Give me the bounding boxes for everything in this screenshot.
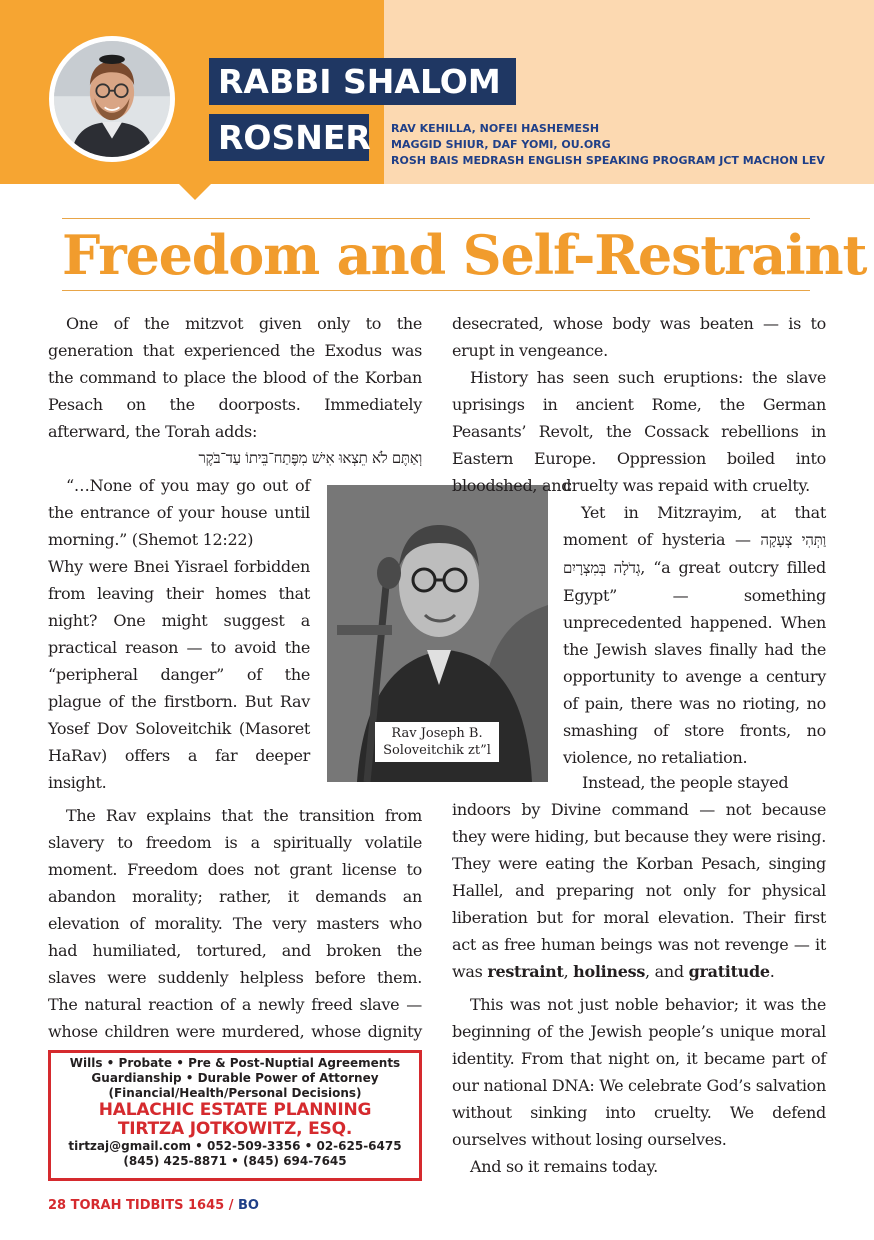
paragraph: The Rav explains that the transition from slavery to freedom is a spiritually volatile moment. Freedom does not grant license to abandon morality; rather, it demands an elevation of morality. The very masters who had humiliated, tortured, and broken the slaves were suddenly helpless before them. The natural reaction of a newly freed slave — whose children were murdered, whose dignity bbox=[48, 806, 422, 1041]
separator: . bbox=[769, 962, 775, 981]
author-avatar bbox=[49, 36, 175, 162]
paragraph-tail: cruelty was repaid with cruelty. bbox=[563, 476, 810, 495]
author-portrait-image bbox=[54, 41, 170, 157]
title-rule-bottom bbox=[62, 290, 810, 291]
ad-contact-line2: (845) 425-8871 • (845) 694-7645 bbox=[123, 1154, 347, 1168]
hebrew-verse: וְאַתֶּם לֹא תֵצְאוּ אִישׁ מִפֶּתַח־בֵּיתוֹ עַד־בֹּקֶר bbox=[198, 449, 422, 467]
header-pointer bbox=[178, 183, 212, 200]
advertisement-box bbox=[48, 1050, 422, 1181]
ad-services-line2: Guardianship • Durable Power of Attorney bbox=[91, 1071, 379, 1085]
paragraph-rest: , “a great outcry filled Egypt” — something unprecedented happened. When the Jewish slaves finally had the opportunity to avenge a century of pain, there was no rioting, no smashing of store fronts, no violence, no retaliation. bbox=[563, 558, 826, 767]
parsha-name: BO bbox=[238, 1198, 259, 1213]
paragraph-body: indoors by Divine command — not because they were hiding, but because they were rising. They were eating the Korban Pesach, singing Hallel, and preparing not only for physical liberation but for moral elevation. Their first act as free human beings was not revenge — it was bbox=[452, 800, 826, 981]
verse-translation: “…None of you may go out of the entrance of your house until morning.” (Shemot 12:22) bbox=[48, 476, 310, 549]
ad-attorney-name: TIRTZA JOTKOWITZ, ESQ. bbox=[117, 1119, 353, 1139]
paragraph bbox=[452, 796, 826, 985]
paragraph: One of the mitzvot given only to the generation that experienced the Exodus was the command to place the blood of the Korban Pesach on the doorposts. Immediately afterward, the Torah adds: bbox=[48, 314, 422, 441]
emphasis-holiness: holiness bbox=[573, 962, 646, 981]
paragraph-lead: Instead, the people stayed bbox=[582, 773, 789, 792]
paragraph: Why were Bnei Yisrael forbidden from leaving their homes that night? One might suggest a practical reason — to avoid the “peripheral danger” of the plague of the firstborn. But Rav Yosef Dov Soloveitchik (Masoret HaRav) offers a far deeper insight. bbox=[48, 557, 310, 792]
right-column-bottom bbox=[452, 769, 826, 1180]
photo-caption-line1: Rav Joseph B. bbox=[391, 726, 483, 741]
author-title: RAV KEHILLA, NOFEI HASHEMESH bbox=[391, 122, 600, 135]
right-column-wrapped bbox=[563, 472, 826, 771]
page-number-info: 28 TORAH TIDBITS 1645 / bbox=[48, 1198, 234, 1213]
emphasis-gratitude: gratitude bbox=[688, 962, 770, 981]
photo-caption bbox=[375, 722, 499, 762]
paragraph: History has seen such eruptions: the slave uprisings in ancient Rome, the German Peasants’ Revolt, the Cossack rebellions in Eastern Europe. Oppression boiled into bloodshed, and bbox=[452, 368, 826, 495]
ad-headline: HALACHIC ESTATE PLANNING bbox=[98, 1100, 372, 1120]
emphasis-restraint: restraint bbox=[487, 962, 564, 981]
ad-services-line1: Wills • Probate • Pre & Post-Nuptial Agreements bbox=[69, 1056, 401, 1070]
paragraph-start: Yet in Mitzrayim, at that moment of hysteria — bbox=[563, 503, 826, 549]
separator: , and bbox=[645, 962, 684, 981]
author-name-line1: RABBI SHALOM bbox=[209, 58, 516, 105]
separator: , bbox=[563, 962, 569, 981]
author-title: MAGGID SHIUR, DAF YOMI, OU.ORG bbox=[391, 138, 611, 151]
ad-contact-line1: tirtzaj@gmail.com • 052-509-3356 • 02-625-6475 bbox=[68, 1139, 402, 1153]
ad-services-line3: (Financial/Health/Personal Decisions) bbox=[108, 1086, 362, 1100]
right-column-top bbox=[452, 310, 826, 499]
paragraph bbox=[563, 499, 826, 771]
closing-line: And so it remains today. bbox=[470, 1157, 658, 1176]
title-rule-top bbox=[62, 218, 810, 219]
paragraph: This was not just noble behavior; it was the beginning of the Jewish people’s unique moral identity. From that night on, it became part of our national DNA: We celebrate God’s salvation without sinking into cruelty. We defend ourselves without losing ourselves. bbox=[452, 995, 826, 1149]
hebrew-phrase: וַתְּהִי צְעָקָה גְדֹלָה בְּמִצְרָיִם bbox=[563, 531, 826, 577]
author-title: ROSH BAIS MEDRASH ENGLISH SPEAKING PROGRAM JCT MACHON LEV bbox=[391, 154, 825, 167]
article-title: Freedom and Self-Restraint bbox=[62, 223, 867, 287]
paragraph: desecrated, whose body was beaten — is to erupt in vengeance. bbox=[452, 314, 826, 360]
author-titles bbox=[391, 121, 869, 169]
photo-caption-line2: Soloveitchik zt”l bbox=[383, 743, 491, 758]
page-footer bbox=[48, 1198, 259, 1213]
soloveitchik-photo bbox=[327, 485, 548, 782]
author-name-line2: ROSNER bbox=[209, 114, 369, 161]
